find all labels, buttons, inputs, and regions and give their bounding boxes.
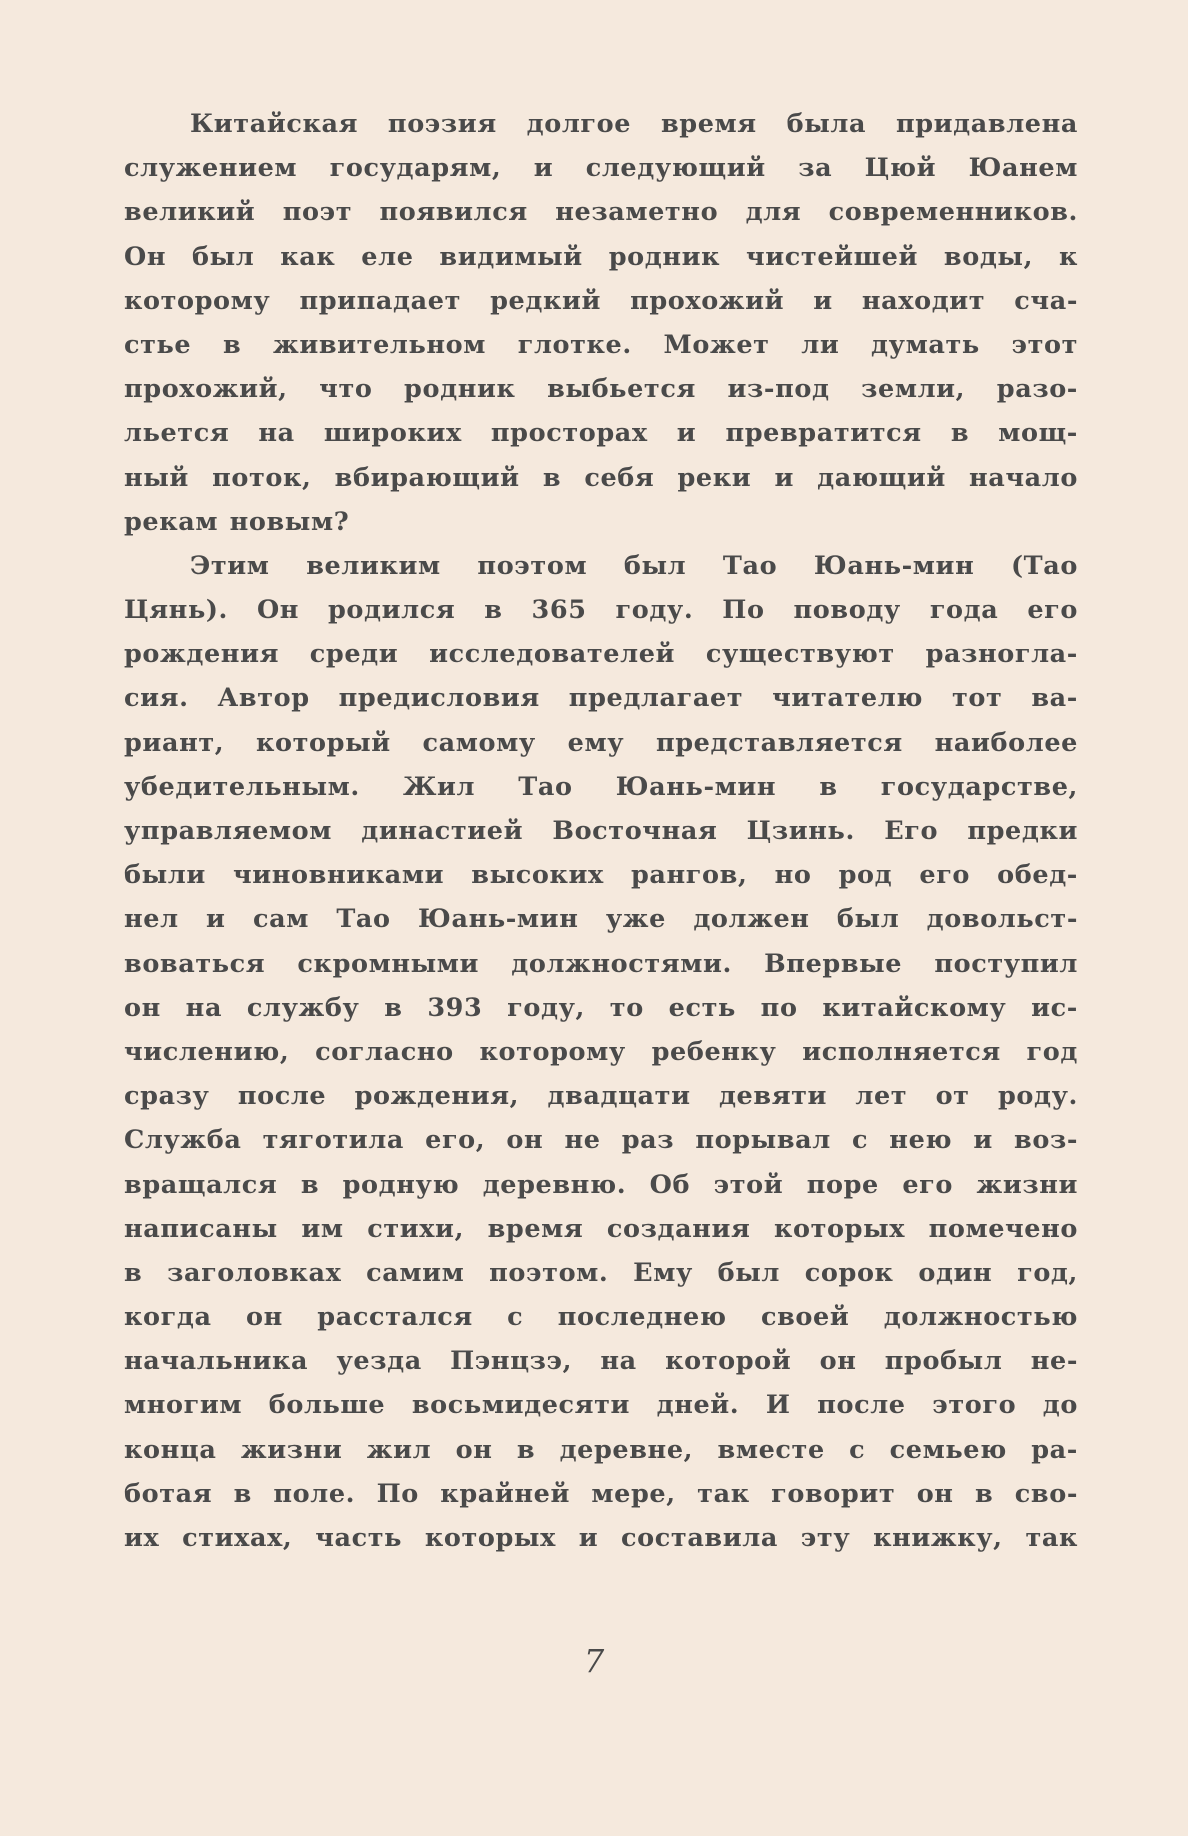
text-line: вращался в родную деревню. Об этой поре его жизни bbox=[124, 1169, 1078, 1200]
text-line: управляемом династией Восточная Цзинь. Его предки bbox=[124, 816, 1078, 846]
text-line: рождения среди исследователей существуют разногла- bbox=[124, 639, 1078, 670]
text-line: их стихах, часть которых и составила эту книжку, так bbox=[124, 1523, 1078, 1553]
text-line: риант, который самому ему представляется наиболее bbox=[124, 727, 1078, 758]
text-line: которому припадает редкий прохожий и находит сча- bbox=[124, 285, 1078, 316]
text-line: многим больше восьмидесяти дней. И после этого до bbox=[124, 1390, 1078, 1421]
text-line: Он был как еле видимый родник чистейшей воды, к bbox=[124, 241, 1078, 272]
text-line: числению, согласно которому ребенку исполняется год bbox=[124, 1036, 1078, 1067]
body-text bbox=[124, 102, 1078, 1560]
text-line: нел и сам Тао Юань-мин уже должен был довольст- bbox=[124, 904, 1078, 935]
text-line: воваться скромными должностями. Впервые поступил bbox=[124, 948, 1078, 979]
text-line: когда он расстался с последнею своей должностью bbox=[124, 1302, 1078, 1333]
text-line: служением государям, и следующий за Цюй Юанем bbox=[124, 153, 1078, 184]
paragraph-2 bbox=[124, 544, 1078, 1560]
paragraph-1 bbox=[124, 102, 1078, 544]
text-line: сразу после рождения, двадцати девяти лет от роду. bbox=[124, 1081, 1078, 1112]
text-line: Этим великим поэтом был Тао Юань-мин (Тао bbox=[190, 550, 1078, 581]
page-number: 7 bbox=[583, 1642, 605, 1680]
text-line: конца жизни жил он в деревне, вместе с семьею ра- bbox=[124, 1434, 1078, 1465]
text-line: в заголовках самим поэтом. Ему был сорок один год, bbox=[124, 1257, 1078, 1288]
text-line: начальника уезда Пэнцзэ, на которой он пробыл не- bbox=[124, 1346, 1078, 1377]
text-line: написаны им стихи, время создания которых помечено bbox=[124, 1213, 1078, 1244]
text-line: ный поток, вбирающий в себя реки и дающий начало bbox=[124, 462, 1078, 493]
text-line: он на службу в 393 году, то есть по китайскому ис- bbox=[124, 992, 1078, 1023]
text-line: Китайская поэзия долгое время была придавлена bbox=[190, 109, 1078, 139]
text-line: были чиновниками высоких рангов, но род его обед- bbox=[124, 860, 1078, 891]
text-line: великий поэт появился незаметно для современников. bbox=[124, 197, 1078, 228]
text-line: Служба тяготила его, он не раз порывал с нею и воз- bbox=[124, 1125, 1078, 1156]
text-line: Цянь). Он родился в 365 году. По поводу года его bbox=[124, 595, 1078, 626]
text-line: сия. Автор предисловия предлагает читателю тот ва- bbox=[124, 683, 1078, 714]
text-line: убедительным. Жил Тао Юань-мин в государстве, bbox=[124, 771, 1078, 802]
text-line: рекам новым? bbox=[124, 506, 350, 537]
text-line: ботая в поле. По крайней мере, так говорит он в сво- bbox=[124, 1478, 1078, 1509]
text-line: прохожий, что родник выбьется из-под земли, разо- bbox=[124, 374, 1078, 405]
text-line: стье в живительном глотке. Может ли думать этот bbox=[124, 329, 1078, 360]
text-line: льется на широких просторах и превратится в мощ- bbox=[124, 418, 1078, 449]
